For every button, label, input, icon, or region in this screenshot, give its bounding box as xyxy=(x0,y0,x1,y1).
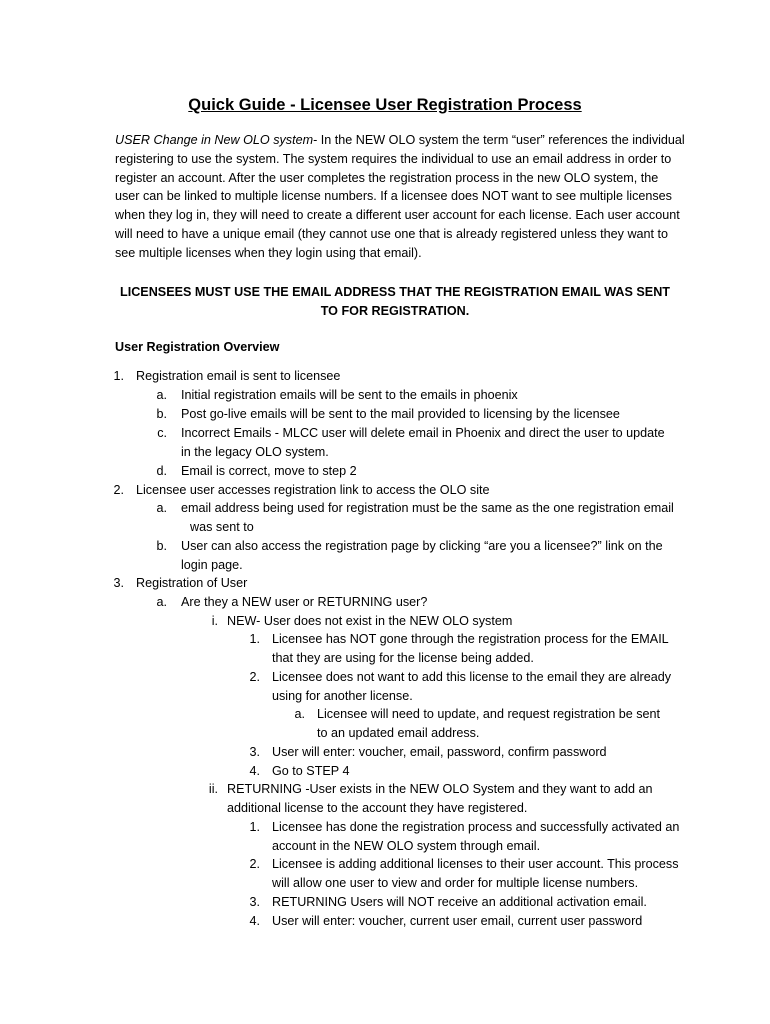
list-marker: ii. xyxy=(208,782,218,796)
list-marker: b. xyxy=(156,407,167,421)
list-item-text: Licensee does not want to add this license to the email they are already xyxy=(272,670,672,684)
list-item-text: Post go-live emails will be sent to the mail provided to licensing by the licensee xyxy=(181,407,620,421)
list-item-text: Licensee is adding additional licenses to their user account. This process xyxy=(272,857,679,871)
list-marker: a. xyxy=(156,501,167,515)
list-marker: 4. xyxy=(249,914,260,928)
list-marker: b. xyxy=(156,539,167,553)
intro-paragraph xyxy=(115,131,685,263)
list-item-text: login page. xyxy=(181,558,243,572)
list-item-text: Initial registration emails will be sent to the emails in phoenix xyxy=(181,388,518,402)
list-item-text: User can also access the registration page by clicking “are you a licensee?” link on the xyxy=(181,539,663,553)
list-item-text: additional license to the account they have registered. xyxy=(227,801,528,815)
list-item-text: Registration of User xyxy=(136,576,248,590)
intro-body: - In the NEW OLO system the term “user” references the individual registering to use the system. The system requires the individual to use an email address in order to register an account. After the user completes the registration process in the new OLO system, the user can be linked to multiple license numbers. If a licensee does NOT want to see multiple licenses when they log in, they will need to create a different user account for each license. Each user account will need to have a unique email (they cannot use one that is already registered unless they want to see multiple licenses when they login using that email). xyxy=(115,133,685,260)
list-item-text: Licensee user accesses registration link to access the OLO site xyxy=(136,483,490,497)
list-marker: a. xyxy=(156,388,167,402)
list-item-text: account in the NEW OLO system through email. xyxy=(272,839,541,853)
list-item-text: User will enter: voucher, current user email, current user password xyxy=(272,914,643,928)
list-item-text: in the legacy OLO system. xyxy=(181,445,329,459)
list-marker: a. xyxy=(156,595,167,609)
registration-notice: LICENSEES MUST USE THE EMAIL ADDRESS THAT THE REGISTRATION EMAIL WAS SENT TO FOR REGISTRATION. xyxy=(120,285,670,318)
list-marker: 3. xyxy=(113,576,124,590)
list-item-text: Licensee has NOT gone through the registration process for the EMAIL xyxy=(272,632,669,646)
list-item-text: that they are using for the license being added. xyxy=(272,651,534,665)
page-title: Quick Guide - Licensee User Registration Process xyxy=(188,96,582,114)
list-marker: 1. xyxy=(249,820,260,834)
list-marker: 3. xyxy=(249,895,260,909)
list-marker: 2. xyxy=(113,483,124,497)
list-item-text: Licensee has done the registration process and successfully activated an xyxy=(272,820,680,834)
list-item-text: RETURNING -User exists in the NEW OLO System and they want to add an xyxy=(227,782,653,796)
overview-heading: User Registration Overview xyxy=(115,340,280,354)
list-marker: 2. xyxy=(249,857,260,871)
list-item-text: Registration email is sent to licensee xyxy=(136,369,341,383)
list-marker: 4. xyxy=(249,764,260,778)
list-item-text: User will enter: voucher, email, password, confirm password xyxy=(272,745,607,759)
list-item-text: email address being used for registration must be the same as the one registration email xyxy=(181,501,674,515)
list-item-text: RETURNING Users will NOT receive an additional activation email. xyxy=(272,895,647,909)
list-item-text: Licensee will need to update, and request registration be sent xyxy=(317,707,661,721)
list-marker: c. xyxy=(157,426,167,440)
list-marker: i. xyxy=(211,614,218,628)
list-item-text: Incorrect Emails - MLCC user will delete email in Phoenix and direct the user to update xyxy=(181,426,665,440)
list-marker: 1. xyxy=(249,632,260,646)
list-item-text: to an updated email address. xyxy=(317,726,480,740)
list-marker: 3. xyxy=(249,745,260,759)
list-marker: 1. xyxy=(113,369,124,383)
list-item-text: Go to STEP 4 xyxy=(272,764,350,778)
intro-lead: USER Change in New OLO system xyxy=(115,133,314,147)
list-item-text: Email is correct, move to step 2 xyxy=(181,464,357,478)
list-item-text: Are they a NEW user or RETURNING user? xyxy=(181,595,428,609)
list-marker: 2. xyxy=(249,670,260,684)
list-item-text: NEW- User does not exist in the NEW OLO system xyxy=(227,614,513,628)
list-marker: a. xyxy=(294,707,305,721)
list-item-text: was sent to xyxy=(190,520,254,534)
list-item-text: using for another license. xyxy=(272,689,413,703)
list-marker: d. xyxy=(156,464,167,478)
list-item-text: will allow one user to view and order for multiple license numbers. xyxy=(272,876,639,890)
